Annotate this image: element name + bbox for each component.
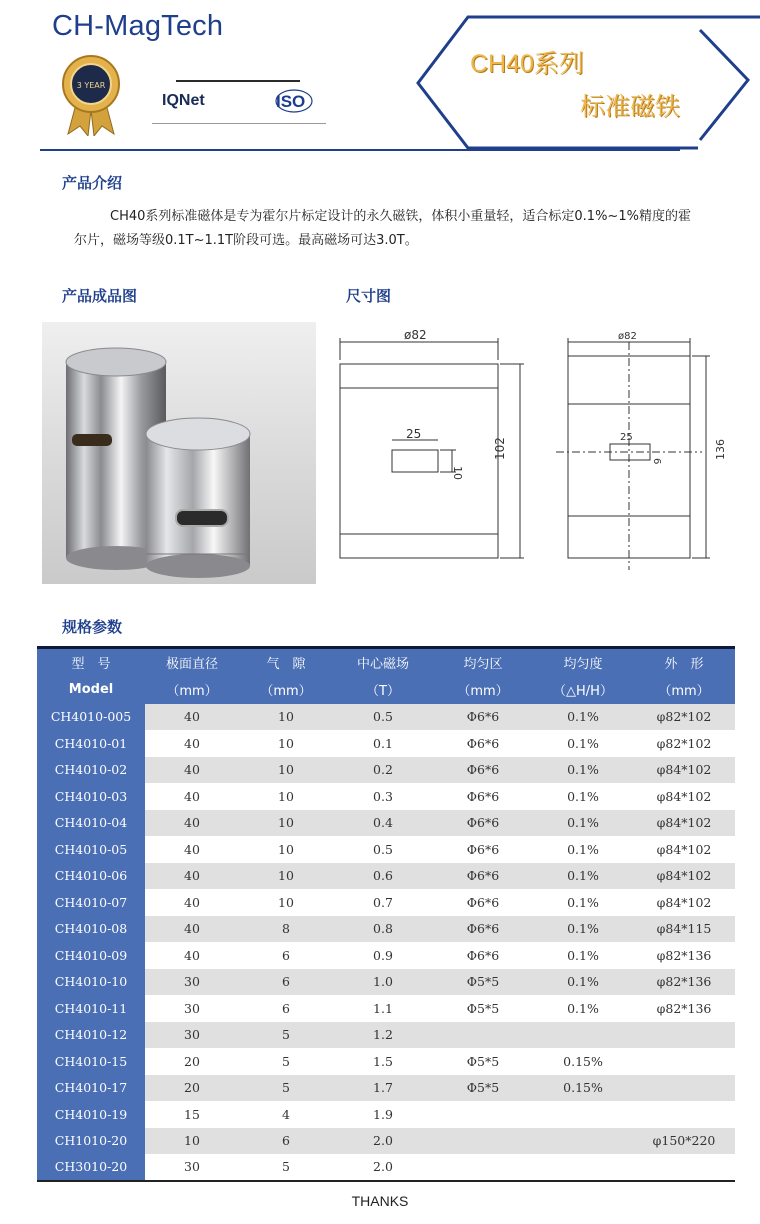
spec-cell: 0.1%	[533, 995, 633, 1022]
spec-cell: 30	[145, 995, 239, 1022]
spec-cell: φ84*102	[633, 863, 735, 890]
spec-cell: Φ5*5	[433, 1048, 533, 1075]
spec-cell: Φ6*6	[433, 704, 533, 731]
spec-cell: 5	[239, 1022, 333, 1049]
spec-cell: 1.7	[333, 1075, 433, 1102]
left-height-label: 102	[493, 437, 507, 460]
table-row	[37, 704, 735, 731]
spec-cell: φ150*220	[633, 1128, 735, 1155]
spec-cell: 0.9	[333, 942, 433, 969]
spec-cell: Φ6*6	[433, 836, 533, 863]
spec-header-cell: 外 形	[633, 648, 735, 676]
spec-cell: 20	[145, 1075, 239, 1102]
model-cell: CH4010-02	[37, 757, 145, 784]
table-row	[37, 1154, 735, 1181]
model-cell: CH4010-11	[37, 995, 145, 1022]
spec-cell: φ84*102	[633, 836, 735, 863]
spec-header-cell: （mm）	[145, 676, 239, 704]
spec-cell: 5	[239, 1075, 333, 1102]
table-row	[37, 1075, 735, 1102]
model-cell: CH4010-01	[37, 730, 145, 757]
left-slot-height-label: 10	[451, 466, 464, 480]
model-cell: CH1010-20	[37, 1128, 145, 1155]
spec-cell: 0.6	[333, 863, 433, 890]
spec-cell: 30	[145, 1022, 239, 1049]
model-cell: CH4010-09	[37, 942, 145, 969]
spec-cell	[533, 1154, 633, 1181]
spec-cell: Φ6*6	[433, 889, 533, 916]
spec-cell: 40	[145, 810, 239, 837]
spec-cell: 0.1%	[533, 836, 633, 863]
photo-heading: 产品成品图	[62, 287, 138, 305]
right-height-label: 136	[714, 439, 727, 460]
spec-cell: 0.1%	[533, 889, 633, 916]
table-row	[37, 863, 735, 890]
spec-cell: Φ6*6	[433, 942, 533, 969]
spec-cell: Φ6*6	[433, 916, 533, 943]
spec-cell: 0.3	[333, 783, 433, 810]
iqnet-logo: IQNet	[162, 92, 205, 109]
spec-cell: 0.7	[333, 889, 433, 916]
spec-cell: 10	[239, 836, 333, 863]
model-cell: CH4010-03	[37, 783, 145, 810]
spec-cell	[433, 1128, 533, 1155]
spec-cell: 10	[145, 1128, 239, 1155]
spec-cell: Φ6*6	[433, 783, 533, 810]
table-row	[37, 730, 735, 757]
spec-cell: 0.15%	[533, 1075, 633, 1102]
spec-cell: 0.1%	[533, 810, 633, 837]
table-row	[37, 810, 735, 837]
spec-cell: 2.0	[333, 1154, 433, 1181]
spec-cell: 40	[145, 863, 239, 890]
spec-cell: 1.9	[333, 1101, 433, 1128]
spec-cell: 0.1	[333, 730, 433, 757]
spec-cell: 0.1%	[533, 916, 633, 943]
spec-cell	[533, 1101, 633, 1128]
spec-cell	[533, 1128, 633, 1155]
spec-cell: 40	[145, 916, 239, 943]
product-series-title: CH40系列	[470, 50, 584, 78]
model-cell: CH4010-07	[37, 889, 145, 916]
spec-cell: φ84*102	[633, 783, 735, 810]
spec-cell	[433, 1101, 533, 1128]
spec-cell	[433, 1022, 533, 1049]
spec-cell: 30	[145, 1154, 239, 1181]
footer-thanks: THANKS	[351, 1193, 409, 1209]
model-cell: CH4010-005	[37, 704, 145, 731]
spec-cell: Φ6*6	[433, 730, 533, 757]
table-row	[37, 1022, 735, 1049]
spec-cell: 40	[145, 889, 239, 916]
model-cell: CH4010-12	[37, 1022, 145, 1049]
spec-header-cell: （T）	[333, 676, 433, 704]
model-cell: CH4010-06	[37, 863, 145, 890]
spec-cell: 6	[239, 1128, 333, 1155]
spec-cell	[633, 1154, 735, 1181]
warranty-medal-icon	[58, 54, 124, 136]
spec-cell: 1.1	[333, 995, 433, 1022]
spec-cell: 10	[239, 810, 333, 837]
cert-divider-bottom	[152, 123, 326, 124]
intro-text: CH40系列标准磁体是专为霍尔片标定设计的永久磁铁，体积小重量轻，适合标定0.1%~1%精度的霍尔片，磁场等级0.1T~1.1T阶段可选。最高磁场可达3.0T。	[74, 209, 691, 248]
spec-cell: 0.1%	[533, 942, 633, 969]
spec-cell: 0.15%	[533, 1048, 633, 1075]
table-row	[37, 969, 735, 996]
spec-cell: 8	[239, 916, 333, 943]
table-row	[37, 836, 735, 863]
spec-cell: 1.0	[333, 969, 433, 996]
spec-header-cell: Model	[37, 676, 145, 704]
spec-cell: φ84*102	[633, 757, 735, 784]
spec-cell: 20	[145, 1048, 239, 1075]
spec-cell	[633, 1075, 735, 1102]
model-cell: CH4010-04	[37, 810, 145, 837]
spec-cell: 40	[145, 704, 239, 731]
spec-cell: φ84*102	[633, 810, 735, 837]
spec-cell: 40	[145, 783, 239, 810]
product-photo	[42, 322, 316, 584]
model-cell: CH4010-10	[37, 969, 145, 996]
table-row	[37, 1101, 735, 1128]
table-row	[37, 916, 735, 943]
spec-heading: 规格参数	[62, 618, 123, 636]
spec-header-cell: 极面直径	[145, 648, 239, 676]
spec-cell: Φ6*6	[433, 757, 533, 784]
spec-cell: 0.1%	[533, 730, 633, 757]
spec-cell: 0.5	[333, 704, 433, 731]
spec-cell: φ82*136	[633, 995, 735, 1022]
spec-cell: 6	[239, 942, 333, 969]
intro-heading: 产品介绍	[62, 174, 123, 192]
spec-cell: 10	[239, 863, 333, 890]
spec-cell: Φ5*5	[433, 995, 533, 1022]
spec-header-cell: 均匀度	[533, 648, 633, 676]
spec-cell: 1.2	[333, 1022, 433, 1049]
right-slot-height-label: 6	[651, 458, 662, 465]
spec-header-cell: 均匀区	[433, 648, 533, 676]
spec-cell: 10	[239, 730, 333, 757]
spec-cell: 5	[239, 1154, 333, 1181]
spec-table-body	[37, 704, 735, 1181]
spec-header-cell: （mm）	[633, 676, 735, 704]
spec-cell: 0.1%	[533, 783, 633, 810]
brand-logo-text: CH-MagTech	[52, 10, 224, 42]
spec-cell: Φ6*6	[433, 863, 533, 890]
model-cell: CH3010-20	[37, 1154, 145, 1181]
spec-cell: 40	[145, 757, 239, 784]
spec-cell: 4	[239, 1101, 333, 1128]
spec-cell: 1.5	[333, 1048, 433, 1075]
spec-cell: φ82*102	[633, 730, 735, 757]
spec-header-cell: 中心磁场	[333, 648, 433, 676]
magnet-cylinders-image	[42, 322, 316, 584]
table-row	[37, 995, 735, 1022]
left-diameter-label: ø82	[404, 328, 427, 342]
right-diameter-label: ø82	[618, 331, 637, 342]
model-cell: CH4010-05	[37, 836, 145, 863]
spec-cell: 15	[145, 1101, 239, 1128]
spec-cell: φ84*115	[633, 916, 735, 943]
table-row	[37, 757, 735, 784]
spec-header-cell: （mm）	[433, 676, 533, 704]
spec-cell: φ82*102	[633, 704, 735, 731]
spec-cell: φ82*136	[633, 969, 735, 996]
model-cell: CH4010-15	[37, 1048, 145, 1075]
spec-cell: 10	[239, 783, 333, 810]
spec-cell: φ82*136	[633, 942, 735, 969]
table-row	[37, 1128, 735, 1155]
spec-cell: 0.1%	[533, 704, 633, 731]
model-cell: CH4010-19	[37, 1101, 145, 1128]
product-type-title: 标准磁铁	[580, 93, 681, 121]
dimension-heading: 尺寸图	[346, 287, 392, 305]
spec-cell: 30	[145, 969, 239, 996]
spec-cell: 0.4	[333, 810, 433, 837]
spec-cell: 0.8	[333, 916, 433, 943]
spec-cell	[433, 1154, 533, 1181]
spec-cell: 0.5	[333, 836, 433, 863]
spec-cell: 0.1%	[533, 969, 633, 996]
spec-header-row	[37, 648, 735, 676]
spec-cell: 0.2	[333, 757, 433, 784]
spec-header-cell: 气 隙	[239, 648, 333, 676]
cert-divider-top	[176, 80, 300, 82]
table-row	[37, 1048, 735, 1075]
spec-cell	[633, 1101, 735, 1128]
model-cell: CH4010-08	[37, 916, 145, 943]
spec-cell: 5	[239, 1048, 333, 1075]
spec-cell: 0.1%	[533, 757, 633, 784]
spec-cell: 40	[145, 942, 239, 969]
dimension-drawings	[330, 320, 750, 580]
spec-cell: 10	[239, 889, 333, 916]
spec-cell: 6	[239, 969, 333, 996]
spec-table-header	[37, 648, 735, 704]
right-slot-width-label: 25	[620, 432, 633, 443]
model-cell: CH4010-17	[37, 1075, 145, 1102]
spec-cell: Φ6*6	[433, 810, 533, 837]
medal-label: 3 YEAR	[76, 81, 106, 90]
spec-table	[37, 646, 735, 1182]
spec-cell: Φ5*5	[433, 969, 533, 996]
spec-cell	[533, 1022, 633, 1049]
left-slot-width-label: 25	[406, 427, 422, 441]
table-row	[37, 783, 735, 810]
spec-cell	[633, 1048, 735, 1075]
spec-cell: 2.0	[333, 1128, 433, 1155]
spec-cell: 0.1%	[533, 863, 633, 890]
spec-header-row	[37, 676, 735, 704]
spec-cell: φ84*102	[633, 889, 735, 916]
spec-header-cell: （△H/H）	[533, 676, 633, 704]
iso-logo: ISO	[276, 92, 306, 111]
spec-cell: 40	[145, 836, 239, 863]
spec-cell: 6	[239, 995, 333, 1022]
spec-cell: 10	[239, 757, 333, 784]
spec-cell	[633, 1022, 735, 1049]
spec-header-cell: 型 号	[37, 648, 145, 676]
table-row	[37, 889, 735, 916]
spec-cell: Φ5*5	[433, 1075, 533, 1102]
spec-cell: 10	[239, 704, 333, 731]
spec-cell: 40	[145, 730, 239, 757]
spec-header-cell: （mm）	[239, 676, 333, 704]
table-row	[37, 942, 735, 969]
dimension-drawing-right	[556, 338, 710, 570]
